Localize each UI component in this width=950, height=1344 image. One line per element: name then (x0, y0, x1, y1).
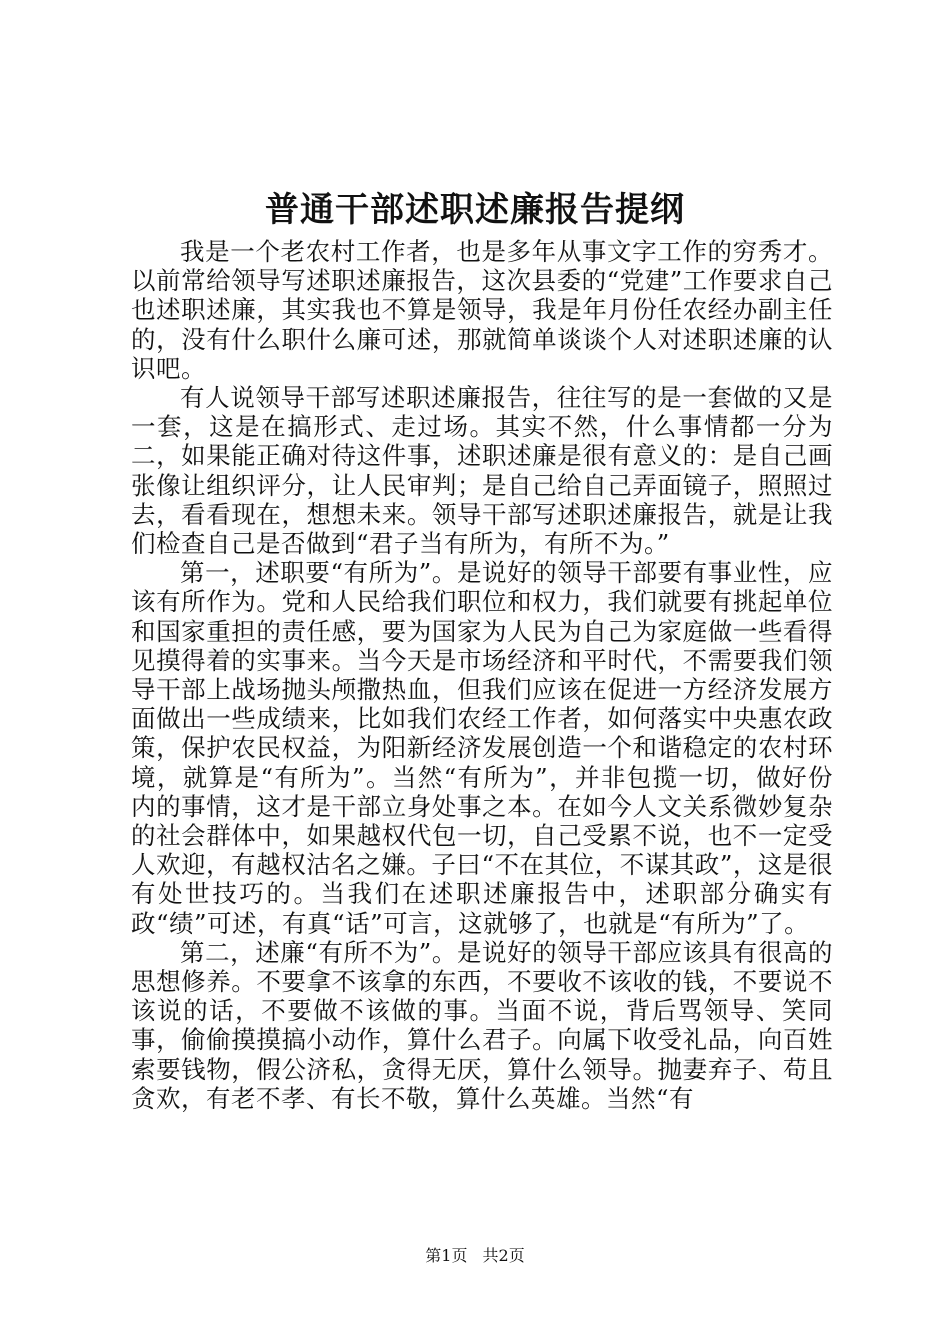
paragraph-second-point: 第二，述廉“有所不为”。是说好的领导干部应该具有很高的思想修养。不要拿不该拿的东西，不要收不该收的钱，不要说不该说的话，不要做不该做的事。当面不说，背后骂领导、笑同事，偷偷摸摸搞小动作，算什么君子。向属下收受礼品，向百姓索要钱物，假公济私，贪得无厌，算什么领导。抛妻弃子、苟且贪欢，有老不孝、有长不敬，算什么英雄。当然“有 (131, 937, 833, 1113)
page-number-current: 第1页 (425, 1246, 468, 1265)
page-title: 普通干部述职述廉报告提纲 (265, 190, 685, 230)
document-body (131, 237, 833, 1113)
paragraph-intro: 我是一个老农村工作者，也是多年从事文字工作的穷秀才。以前常给领导写述职述廉报告，这次县委的“党建”工作要求自己也述职述廉，其实我也不算是领导，我是年月份任农经办副主任的，没有什么职什么廉可述，那就简单谈谈个人对述职述廉的认识吧。 (131, 237, 833, 383)
paragraph-first-point: 第一，述职要“有所为”。是说好的领导干部要有事业性，应该有所作为。党和人民给我们职位和权力，我们就要有挑起单位和国家重担的责任感，要为国家为人民为自己为家庭做一些看得见摸得着的实事来。当今天是市场经济和平时代，不需要我们领导干部上战场抛头颅撒热血，但我们应该在促进一方经济发展方面做出一些成绩来，比如我们农经工作者，如何落实中央惠农政策，保护农民权益，为阳新经济发展创造一个和谐稳定的农村环境，就算是“有所为”。当然“有所为”，并非包揽一切，做好份内的事情，这才是干部立身处事之本。在如今人文关系微妙复杂的社会群体中，如果越权代包一切，自己受累不说，也不一定受人欢迎，有越权沽名之嫌。子曰“不在其位，不谋其政”，这是很有处世技巧的。当我们在述职述廉报告中，述职部分确实有政“绩”可述，有真“话”可言，这就够了，也就是“有所为”了。 (131, 558, 833, 938)
paragraph-meaning: 有人说领导干部写述职述廉报告，往往写的是一套做的又是一套，这是在搞形式、走过场。其实不然，什么事情都一分为二，如果能正确对待这件事，述职述廉是很有意义的：是自己画张像让组织评分，让人民审判；是自己给自己弄面镜子，照照过去，看看现在，想想未来。领导干部写述职述廉报告，就是让我们检查自己是否做到“君子当有所为，有所不为。” (131, 383, 833, 559)
page-number-total: 共2页 (482, 1246, 525, 1265)
page-footer (0, 1245, 950, 1267)
